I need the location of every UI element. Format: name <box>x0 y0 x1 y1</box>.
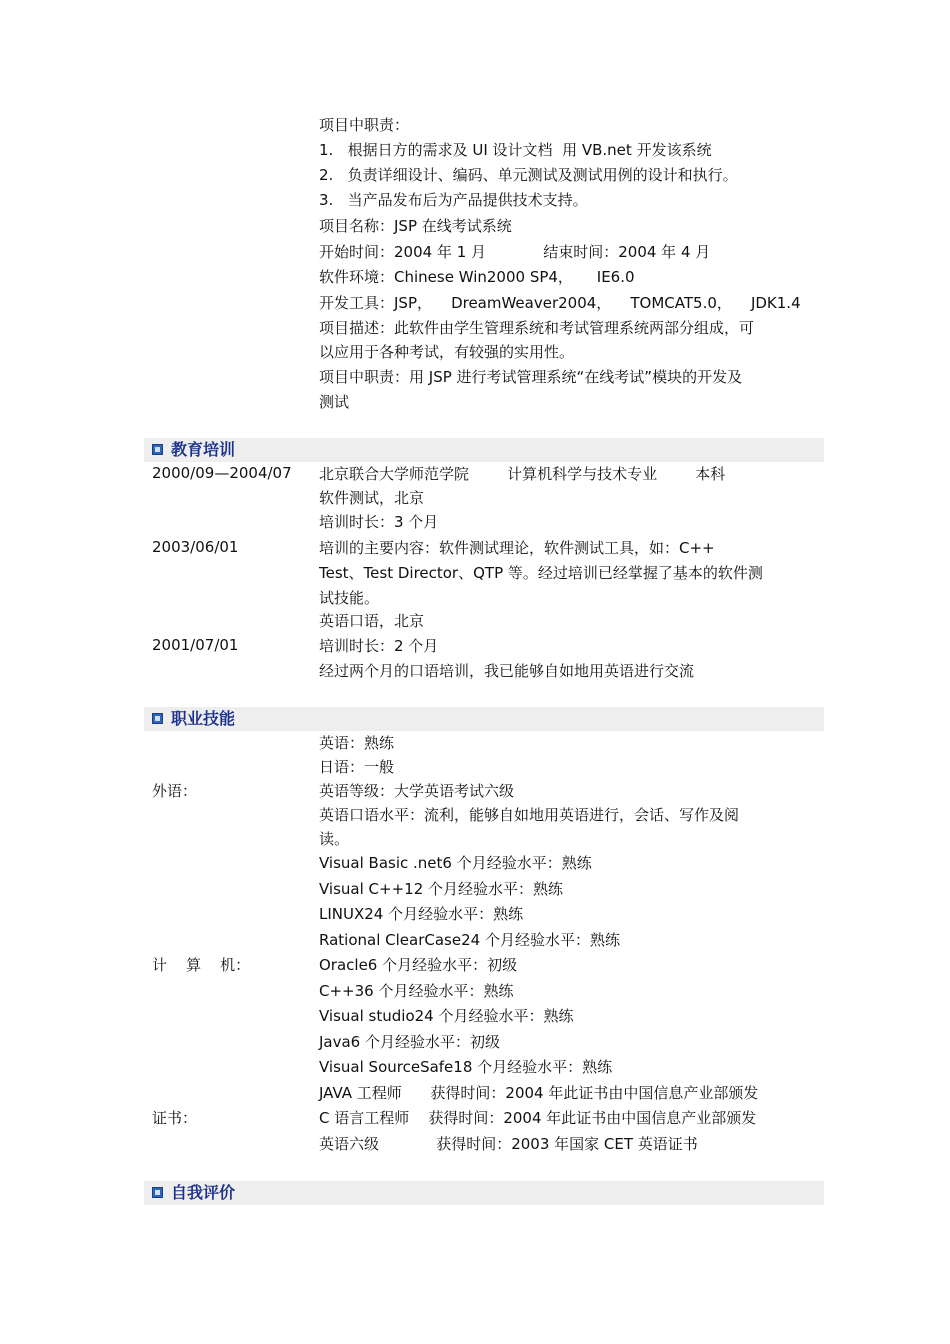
project-duty-item: 2. 负责详细设计、编码、单元测试及测试用例的设计和执行。 <box>319 166 738 184</box>
project-role: 测试 <box>319 393 350 411</box>
skill-line: 英语等级：大学英语考试六级 <box>319 782 515 800</box>
project-tools: 开发工具：JSP， DreamWeaver2004， TOMCAT5.0， JDK1.4 <box>319 294 801 312</box>
education-line: 培训的主要内容：软件测试理论，软件测试工具，如：C++ <box>319 539 715 557</box>
education-line: 英语口语，北京 <box>319 612 425 630</box>
education-line: 经过两个月的口语培训，我已能够自如地用英语进行交流 <box>319 662 695 680</box>
skill-line: C++36 个月经验水平：熟练 <box>319 982 514 1000</box>
education-line: 培训时长：3 个月 <box>319 513 439 531</box>
project-name: 项目名称：JSP 在线考试系统 <box>319 217 512 235</box>
certificate-line: JAVA 工程师 获得时间：2004 年此证书由中国信息产业部颁发 <box>319 1084 759 1102</box>
skills-header <box>144 707 824 731</box>
skills-title: 职业技能 <box>171 709 236 728</box>
project-duty-title: 项目中职责： <box>319 116 410 134</box>
education-line: Test、Test Director、QTP 等。经过培训已经掌握了基本的软件测 <box>319 564 763 582</box>
certificate-line: 英语六级 获得时间：2003 年国家 CET 英语证书 <box>319 1135 698 1153</box>
project-desc: 以应用于各种考试，有较强的实用性。 <box>319 343 575 361</box>
skill-line: 读。 <box>319 830 350 848</box>
project-duty-item: 3. 当产品发布后为产品提供技术支持。 <box>319 191 588 209</box>
education-line: 试技能。 <box>319 589 380 607</box>
education-date: 2003/06/01 <box>152 538 239 556</box>
skill-line: Visual Basic .net6 个月经验水平：熟练 <box>319 854 592 872</box>
education-header <box>144 438 824 462</box>
self-eval-title: 自我评价 <box>171 1183 236 1202</box>
project-duty-item: 1. 根据日方的需求及 UI 设计文档 用 VB.net 开发该系统 <box>319 141 712 159</box>
skill-line: Rational ClearCase24 个月经验水平：熟练 <box>319 931 620 949</box>
skill-label-foreign: 外语： <box>152 782 198 800</box>
skill-line: 英语口语水平：流利，能够自如地用英语进行，会话、写作及阅 <box>319 806 740 824</box>
project-env: 软件环境：Chinese Win2000 SP4， IE6.0 <box>319 268 635 286</box>
skill-line: Java6 个月经验水平：初级 <box>319 1033 500 1051</box>
section-bullet-icon <box>152 444 163 455</box>
project-desc: 项目描述：此软件由学生管理系统和考试管理系统两部分组成，可 <box>319 319 755 337</box>
education-line: 培训时长：2 个月 <box>319 637 439 655</box>
skill-label-certificates: 证书： <box>152 1109 198 1127</box>
certificate-line: C 语言工程师 获得时间：2004 年此证书由中国信息产业部颁发 <box>319 1109 757 1127</box>
skill-line: Visual studio24 个月经验水平：熟练 <box>319 1007 574 1025</box>
self-eval-header <box>144 1181 824 1205</box>
skill-line: 英语：熟练 <box>319 734 395 752</box>
education-date: 2000/09—2004/07 <box>152 464 292 482</box>
section-bullet-icon <box>152 1187 163 1198</box>
section-bullet-icon <box>152 713 163 724</box>
education-line: 北京联合大学师范学院 计算机科学与技术专业 本科 <box>319 465 726 483</box>
skill-line: Oracle6 个月经验水平：初级 <box>319 956 518 974</box>
skill-label-computer: 计 算 机： <box>152 956 251 974</box>
education-date: 2001/07/01 <box>152 636 239 654</box>
education-title: 教育培训 <box>171 440 236 459</box>
education-line: 软件测试，北京 <box>319 489 425 507</box>
skill-line: Visual SourceSafe18 个月经验水平：熟练 <box>319 1058 613 1076</box>
skill-line: LINUX24 个月经验水平：熟练 <box>319 905 524 923</box>
skill-line: 日语：一般 <box>319 758 395 776</box>
skill-line: Visual C++12 个月经验水平：熟练 <box>319 880 564 898</box>
project-time: 开始时间：2004 年 1 月 结束时间：2004 年 4 月 <box>319 243 711 261</box>
project-role: 项目中职责：用 JSP 进行考试管理系统“在线考试”模块的开发及 <box>319 368 743 386</box>
